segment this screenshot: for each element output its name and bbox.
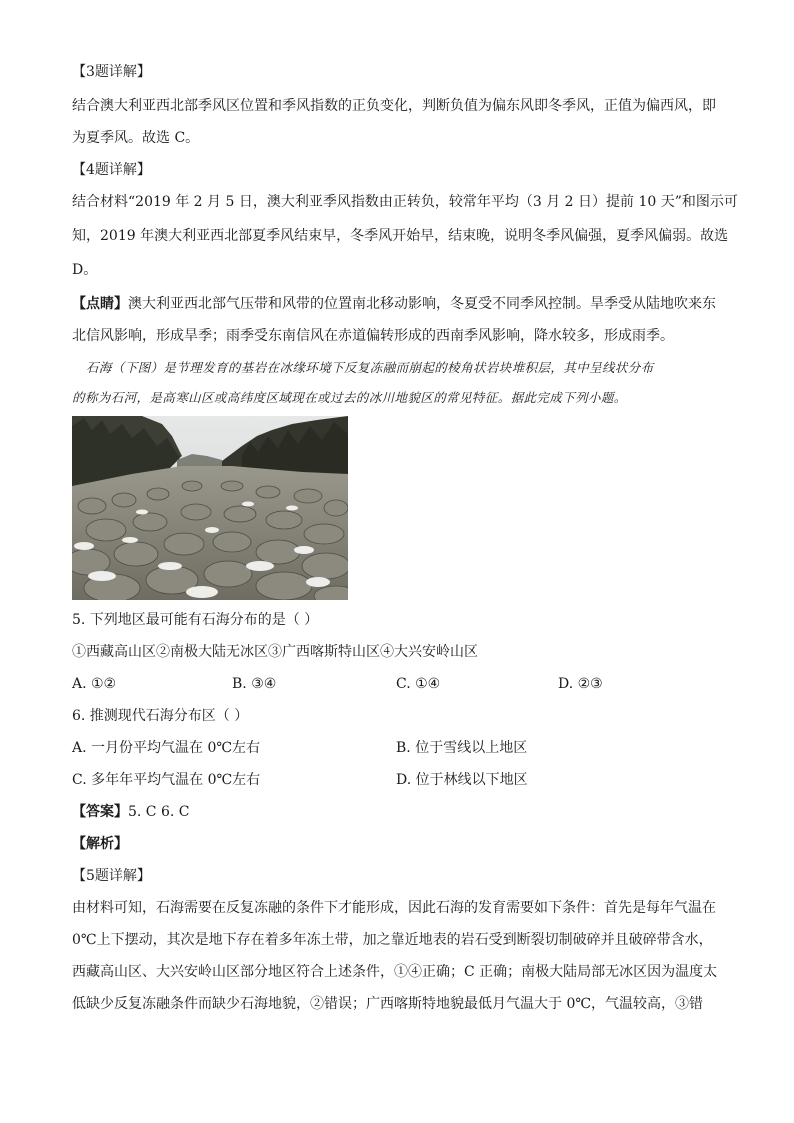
- q4-text-line-2: 知，2019 年澳大利亚西北部夏季风结束早，冬季风开始早，结束晚，说明冬季风偏强，夏季风偏弱。故选: [72, 228, 729, 244]
- answer-line: [72, 802, 190, 822]
- q5-items: ①西藏高山区②南极大陆无冰区③广西喀斯特山区④大兴安岭山区: [72, 644, 478, 660]
- q5-option-d[interactable]: D. ②③: [558, 676, 603, 692]
- stone-sea-photo: [72, 416, 348, 600]
- q5-detail-heading: 【5题详解】: [72, 868, 151, 884]
- q5-option-c[interactable]: C. ①④: [396, 676, 441, 692]
- q3-text-line-1: 结合澳大利亚西北部季风区位置和季风指数的正负变化，判断负值为偏东风即冬季风，正值为偏西风，即: [72, 98, 716, 114]
- tip-line-2: 北信风影响，形成旱季；雨季受东南信风在赤道偏转形成的西南季风影响，降水较多，形成雨季。: [72, 328, 674, 344]
- answer-text: 5. C 6. C: [128, 804, 190, 820]
- q6-option-d[interactable]: D. 位于林线以下地区: [396, 772, 528, 788]
- q3-text-line-2: 为夏季风。故选 C。: [72, 130, 200, 146]
- q4-text-line-1: 结合材料“2019 年 2 月 5 日，澳大利亚季风指数由正转负，较常年平均（3 月 2 日）提前 10 天”和图示可: [72, 194, 738, 210]
- q5-detail-line-4: 低缺少反复冻融条件而缺少石海地貌，②错误；广西喀斯特地貌最低月气温大于 0℃，气温较高，③错: [72, 996, 704, 1012]
- answer-label: 【答案】: [72, 804, 128, 820]
- tip-label: 【点睛】: [72, 296, 128, 312]
- tip-text-1: 澳大利亚西北部气压带和风带的位置南北移动影响，冬夏受不同季风控制。旱季受从陆地吹来东: [128, 296, 716, 312]
- q5-option-b[interactable]: B. ③④: [232, 676, 277, 692]
- q4-text-line-3: D。: [72, 262, 98, 278]
- q5-detail-line-3: 西藏高山区、大兴安岭山区部分地区符合上述条件，①④正确；C 正确；南极大陆局部无冰区因为温度太: [72, 964, 718, 980]
- tip-line-1: [72, 294, 716, 314]
- q6-option-c[interactable]: C. 多年年平均气温在 0℃左右: [72, 772, 261, 788]
- q5-detail-line-2: 0℃上下摆动，其次是地下存在着多年冻土带，加之靠近地表的岩石受到断裂切制破碎并且破碎带含水，: [72, 932, 713, 948]
- q4-heading: 【4题详解】: [72, 162, 151, 178]
- q6-option-a[interactable]: A. 一月份平均气温在 0℃左右: [72, 740, 261, 756]
- q6-option-b[interactable]: B. 位于雪线以上地区: [396, 740, 528, 756]
- q6-stem: 6. 推测现代石海分布区（ ）: [72, 708, 249, 724]
- q5-stem: 5. 下列地区最可能有石海分布的是（ ）: [72, 612, 319, 628]
- passage-line-1: 石海（下图）是节理发育的基岩在冰缘环境下反复冻融而崩起的棱角状岩块堆积层，其中呈线状分布: [86, 360, 654, 375]
- q5-detail-line-1: 由材料可知，石海需要在反复冻融的条件下才能形成，因此石海的发育需要如下条件：首先是每年气温在: [72, 900, 716, 916]
- passage-line-2: 的称为石河，是高寒山区或高纬度区域现在或过去的冰川地貌区的常见特征。据此完成下列小题。: [72, 390, 627, 405]
- q5-option-a[interactable]: A. ①②: [72, 676, 117, 692]
- analysis-label: 【解析】: [72, 836, 128, 852]
- q3-heading: 【3题详解】: [72, 64, 151, 80]
